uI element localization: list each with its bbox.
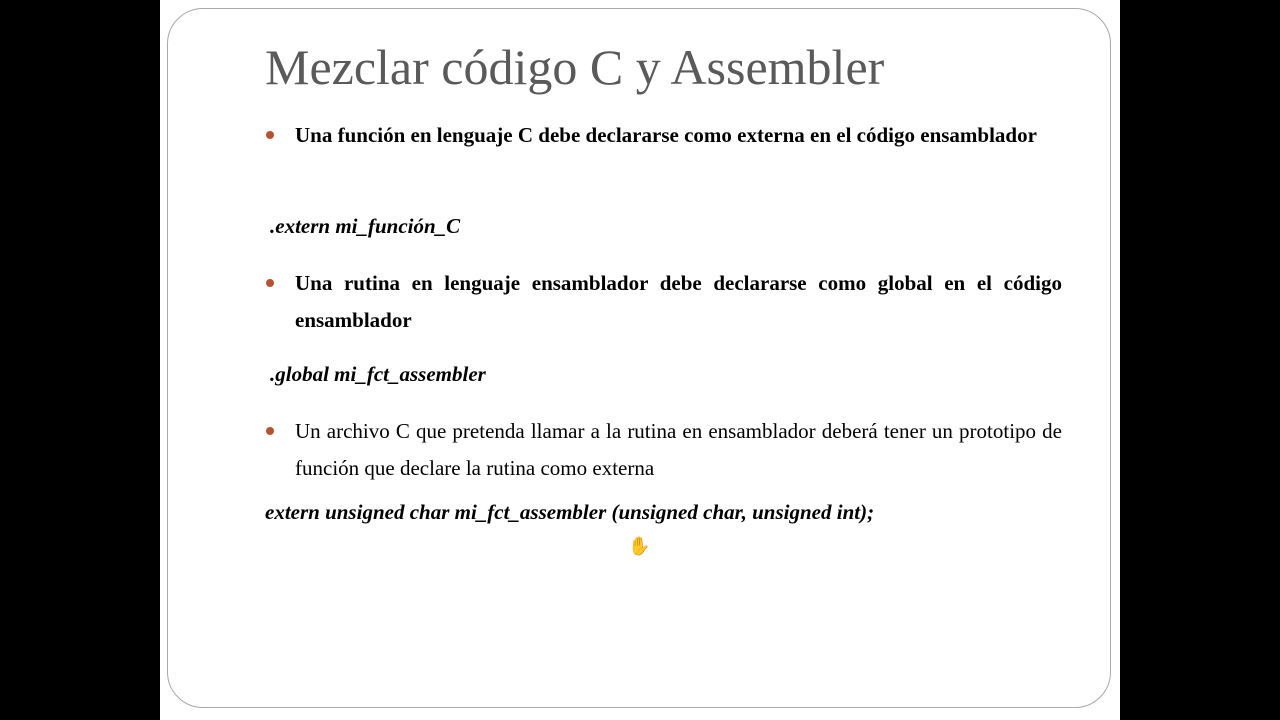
code-line-extern: .extern mi_función_C <box>270 214 461 238</box>
bullet-item <box>295 413 1062 487</box>
bullet-text: Un archivo C que pretenda llamar a la rutina en ensamblador deberá tener un prototipo de función que declare la rutina como externa <box>295 419 1062 480</box>
bullet-dot-icon <box>266 131 274 139</box>
slide-title: Mezclar código C y Assembler <box>265 39 885 95</box>
bullet-text: Una función en lenguaje C debe declararse como externa en el código ensamblador <box>295 123 1037 147</box>
bullet-item <box>295 117 1062 154</box>
bullet-dot-icon <box>266 279 274 287</box>
bullet-dot-icon <box>266 427 274 435</box>
hand-cursor-icon: ✋ <box>628 536 651 557</box>
code-line-prototype: extern unsigned char mi_fct_assembler (unsigned char, unsigned int); <box>265 500 875 524</box>
bullet-text: Una rutina en lenguaje ensamblador debe declararse como global en el código ensamblador <box>295 271 1062 332</box>
bullet-item <box>295 265 1062 339</box>
code-line-global: .global mi_fct_assembler <box>270 362 486 386</box>
slide <box>160 0 1120 720</box>
slide-frame <box>167 8 1111 708</box>
